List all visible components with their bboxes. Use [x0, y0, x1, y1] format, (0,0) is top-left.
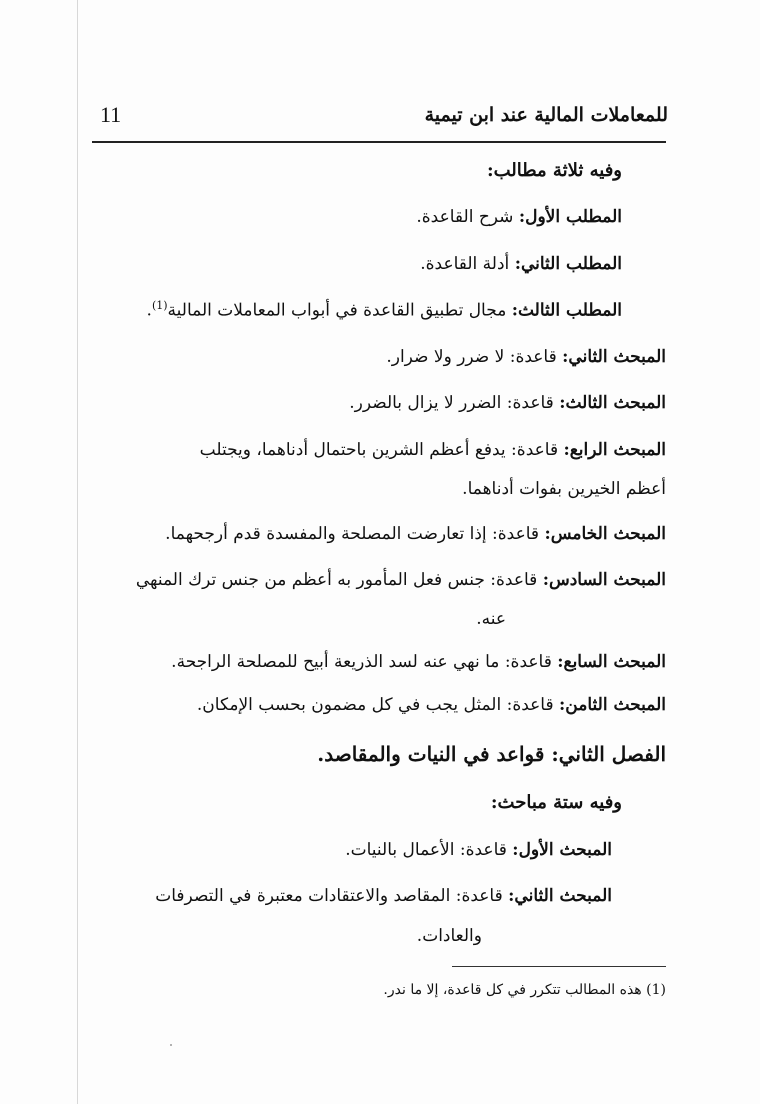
mabhath-4	[200, 440, 666, 460]
mabhath-text: قاعدة: الضرر لا يزال بالضرر.	[349, 393, 554, 413]
running-title: للمعاملات المالية عند ابن تيمية	[424, 104, 668, 126]
chapter-heading: الفصل الثاني: قواعد في النيات والمقاصد.	[317, 742, 666, 766]
matlab-text: أدلة القاعدة.	[420, 254, 510, 274]
matlab-end-punct: .	[146, 300, 152, 321]
matlab-label: المطلب الأول:	[518, 207, 622, 227]
mabhath-text: قاعدة: المقاصد والاعتقادات معتبرة في التصرفات	[155, 886, 503, 906]
matlab-1	[416, 207, 622, 227]
mabhath-label: المبحث الثالث:	[559, 393, 666, 413]
page-header	[96, 100, 668, 144]
footnote-separator	[452, 966, 666, 967]
mabhath-label: المبحث الرابع:	[563, 440, 666, 460]
mabhath-2	[386, 347, 666, 367]
mabhath-label: المبحث السابع:	[557, 652, 666, 672]
matlab-label: المطلب الثالث:	[511, 300, 622, 321]
mabhath-text: قاعدة: إذا تعارضت المصلحة والمفسدة قدم أرجحهما.	[165, 524, 540, 544]
mabhath-text: قاعدة: المثل يجب في كل مضمون بحسب الإمكان.	[196, 695, 554, 715]
header-rule	[92, 141, 666, 143]
matlab-3	[147, 299, 622, 321]
mabhath-5	[165, 524, 666, 544]
intro-six-mabahith: وفيه ستة مباحث:	[490, 792, 622, 813]
intro-three-matalib: وفيه ثلاثة مطالب:	[486, 160, 622, 181]
mabhath-text: قاعدة: جنس فعل المأمور به أعظم من جنس ترك المنهي	[135, 570, 538, 590]
mabhath-text: قاعدة: ما نهي عنه لسد الذريعة أبيح للمصلحة الراجحة.	[171, 652, 552, 672]
footnote-number: (1)	[646, 982, 666, 998]
mabhath-8	[197, 695, 666, 715]
footnote-reference: (1)	[151, 299, 168, 312]
mabhath-text: قاعدة: الأعمال بالنيات.	[345, 840, 507, 860]
footnote-text: هذه المطالب تتكرر في كل قاعدة، إلا ما ندر.	[383, 982, 642, 998]
scan-speck	[170, 1044, 172, 1046]
mabhath-label: المبحث الثامن:	[559, 695, 666, 715]
page-number: 11	[100, 102, 122, 127]
matlab-text: مجال تطبيق القاعدة في أبواب المعاملات المالية	[167, 300, 507, 321]
mabhath-6	[136, 570, 666, 590]
footnote	[383, 982, 666, 998]
mabhath-4-continuation: أعظم الخيرين بفوات أدناهما.	[462, 479, 666, 499]
mabhath-3	[349, 393, 666, 413]
chapter-mabhath-2	[155, 886, 612, 906]
chapter-mabhath-2-continuation: والعادات.	[416, 926, 482, 946]
chapter-mabhath-1	[345, 840, 612, 860]
mabhath-text: قاعدة: لا ضرر ولا ضرار.	[386, 347, 557, 367]
matlab-label: المطلب الثاني:	[514, 254, 622, 274]
mabhath-label: المبحث الأول:	[512, 840, 612, 860]
mabhath-7	[171, 652, 666, 672]
mabhath-6-continuation: عنه.	[476, 609, 506, 629]
page-edge-line	[77, 0, 78, 1104]
mabhath-label: المبحث الثاني:	[562, 347, 666, 367]
mabhath-label: المبحث الثاني:	[508, 886, 612, 906]
mabhath-label: المبحث الخامس:	[544, 524, 666, 544]
matlab-2	[420, 254, 622, 274]
mabhath-text: قاعدة: يدفع أعظم الشرين باحتمال أدناهما، ويجتلب	[199, 440, 559, 460]
matlab-text: شرح القاعدة.	[416, 207, 514, 227]
mabhath-label: المبحث السادس:	[542, 570, 666, 590]
